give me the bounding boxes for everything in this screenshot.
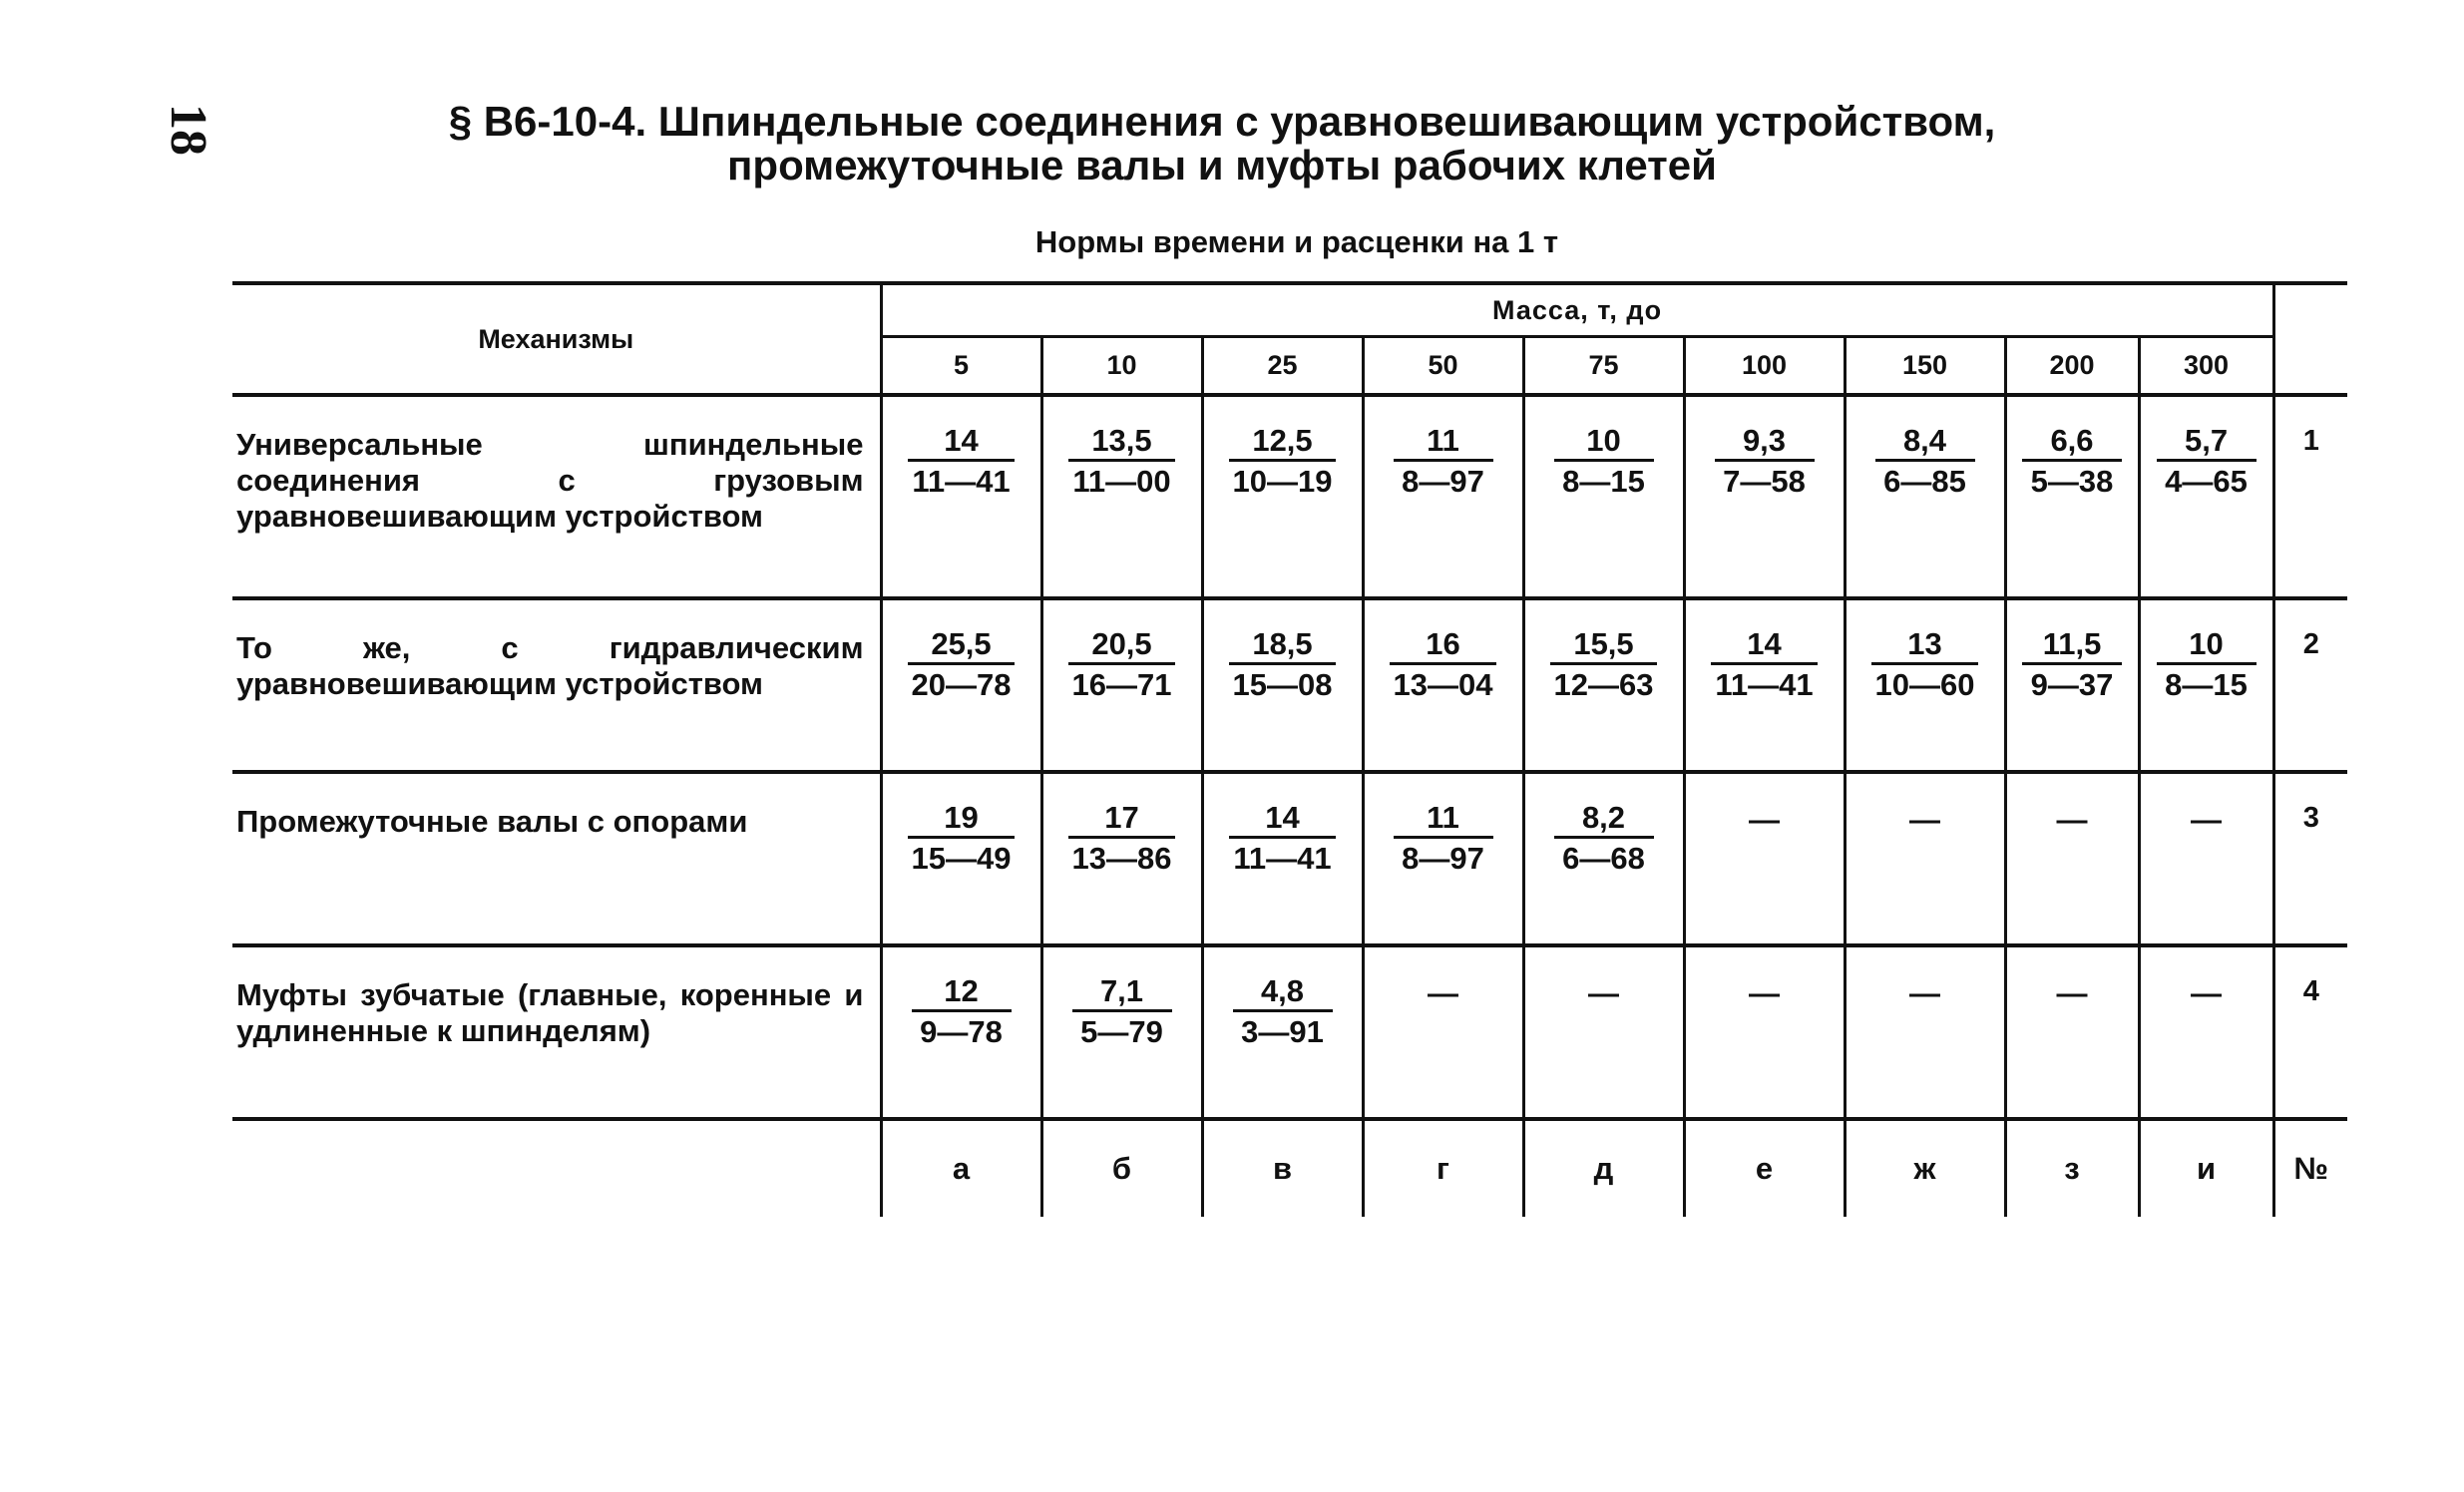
- empty-cell: [2005, 772, 2139, 945]
- empty-cell: [1684, 772, 1845, 945]
- mass-col-5: 5: [881, 337, 1041, 395]
- norms-table: [232, 281, 2347, 1217]
- norm-cell: [881, 598, 1041, 772]
- price-value: 7—58: [1723, 464, 1806, 499]
- norm-cell: [1202, 598, 1363, 772]
- mass-col-50: 50: [1363, 337, 1523, 395]
- mechanism-header: Механизмы: [232, 283, 881, 395]
- letters-blank: [232, 1119, 881, 1217]
- column-letter-a: а: [881, 1119, 1041, 1217]
- price-value: 9—78: [920, 1014, 1003, 1049]
- empty-cell: [1363, 945, 1523, 1119]
- dash-mark: —: [1749, 975, 1780, 1010]
- mass-col-200: 200: [2005, 337, 2139, 395]
- empty-cell: [2005, 945, 2139, 1119]
- norm-cell: [1523, 772, 1684, 945]
- table-row: [232, 945, 2347, 1119]
- norm-value: 14: [908, 423, 1014, 462]
- price-value: 8—15: [2165, 667, 2248, 702]
- norm-cell: [2005, 598, 2139, 772]
- norm-cell: [2005, 395, 2139, 598]
- section-title: [329, 100, 2115, 187]
- column-letter-i: и: [2139, 1119, 2273, 1217]
- norm-value: 19: [908, 800, 1016, 839]
- norm-value: 12,5: [1229, 423, 1337, 462]
- norm-value: 6,6: [2022, 423, 2122, 462]
- norm-value: 4,8: [1233, 973, 1333, 1012]
- price-value: 8—15: [1562, 464, 1645, 499]
- price-value: 3—91: [1241, 1014, 1324, 1049]
- row-name: Муфты зубчатые (главные, коренные и удлиненные к шпинделям): [232, 945, 881, 1119]
- norm-cell: [1523, 395, 1684, 598]
- norm-cell: [1845, 395, 2005, 598]
- norm-value: 11: [1394, 800, 1493, 839]
- price-value: 4—65: [2165, 464, 2248, 499]
- norm-value: 12: [912, 973, 1012, 1012]
- mass-header: Масса, т, до: [881, 283, 2273, 337]
- norm-cell: [881, 772, 1041, 945]
- price-value: 13—86: [1071, 841, 1172, 876]
- row-number: 4: [2273, 945, 2347, 1119]
- norm-value: 25,5: [908, 626, 1016, 665]
- row-number: 1: [2273, 395, 2347, 598]
- dash-mark: —: [2191, 975, 2223, 1010]
- norm-cell: [1041, 945, 1202, 1119]
- empty-cell: [1845, 945, 2005, 1119]
- norm-cell: [1041, 772, 1202, 945]
- price-value: 16—71: [1071, 667, 1172, 702]
- price-value: 8—97: [1402, 841, 1484, 876]
- norm-value: 14: [1711, 626, 1817, 665]
- column-letter-b: б: [1041, 1119, 1202, 1217]
- norm-value: 8,2: [1554, 800, 1654, 839]
- mass-col-150: 150: [1845, 337, 2005, 395]
- norm-value: 10: [2157, 626, 2257, 665]
- price-value: 9—37: [2030, 667, 2114, 702]
- row-name: Универсальные шпиндельные соединения с грузовым уравновешивающим устройством: [232, 395, 881, 598]
- norm-cell: [2139, 598, 2273, 772]
- dash-mark: —: [2191, 802, 2223, 837]
- column-letter-e: е: [1684, 1119, 1845, 1217]
- price-value: 11—41: [912, 464, 1011, 499]
- norm-value: 13: [1871, 626, 1979, 665]
- column-letter-g: г: [1363, 1119, 1523, 1217]
- table-row: [232, 772, 2347, 945]
- norm-cell: [2139, 395, 2273, 598]
- norm-value: 18,5: [1229, 626, 1337, 665]
- dash-mark: —: [1909, 802, 1940, 837]
- section-title-line-2: промежуточные валы и муфты рабочих клетей: [727, 142, 1717, 188]
- column-letter-zh: ж: [1845, 1119, 2005, 1217]
- norm-value: 13,5: [1068, 423, 1174, 462]
- empty-cell: [2139, 945, 2273, 1119]
- price-value: 15—08: [1232, 667, 1333, 702]
- mass-col-10: 10: [1041, 337, 1202, 395]
- row-number: 2: [2273, 598, 2347, 772]
- norm-value: 20,5: [1068, 626, 1176, 665]
- norm-value: 16: [1390, 626, 1497, 665]
- price-value: 10—60: [1874, 667, 1975, 702]
- norm-cell: [1523, 598, 1684, 772]
- norm-value: 11: [1394, 423, 1493, 462]
- norm-cell: [1363, 772, 1523, 945]
- dash-mark: —: [1428, 975, 1458, 1010]
- table-row: [232, 395, 2347, 598]
- dash-mark: —: [1588, 975, 1619, 1010]
- column-letter-d: д: [1523, 1119, 1684, 1217]
- price-value: 15—49: [911, 841, 1012, 876]
- norm-value: 17: [1068, 800, 1176, 839]
- empty-cell: [1684, 945, 1845, 1119]
- norm-cell: [1363, 598, 1523, 772]
- price-value: 8—97: [1402, 464, 1484, 499]
- number-header: [2273, 283, 2347, 395]
- price-value: 5—79: [1080, 1014, 1163, 1049]
- table-row: [232, 598, 2347, 772]
- dash-mark: —: [1909, 975, 1940, 1010]
- row-number: 3: [2273, 772, 2347, 945]
- norm-cell: [1363, 395, 1523, 598]
- empty-cell: [1523, 945, 1684, 1119]
- table-caption: Нормы времени и расценки на 1 т: [1034, 224, 1559, 259]
- price-value: 6—85: [1883, 464, 1966, 499]
- norm-cell: [1684, 395, 1845, 598]
- mass-col-25: 25: [1202, 337, 1363, 395]
- dash-mark: —: [2056, 802, 2088, 837]
- norm-value: 11,5: [2022, 626, 2122, 665]
- norm-value: 8,4: [1875, 423, 1975, 462]
- row-name: То же, с гидравлическим уравновешивающим устройством: [232, 598, 881, 772]
- norm-cell: [1041, 598, 1202, 772]
- norm-value: 15,5: [1550, 626, 1658, 665]
- norm-cell: [1202, 395, 1363, 598]
- mass-col-300: 300: [2139, 337, 2273, 395]
- norm-cell: [1684, 598, 1845, 772]
- price-value: 6—68: [1562, 841, 1645, 876]
- section-title-line-1: § В6-10-4. Шпиндельные соединения с уравновешивающим устройством,: [448, 98, 1996, 145]
- empty-cell: [2139, 772, 2273, 945]
- norm-value: 9,3: [1715, 423, 1815, 462]
- price-value: 20—78: [911, 667, 1012, 702]
- price-value: 13—04: [1393, 667, 1493, 702]
- column-letter-z: з: [2005, 1119, 2139, 1217]
- price-value: 12—63: [1553, 667, 1654, 702]
- column-letters-row: [232, 1119, 2347, 1217]
- column-letter-v: в: [1202, 1119, 1363, 1217]
- norm-value: 7,1: [1072, 973, 1172, 1012]
- norm-cell: [881, 945, 1041, 1119]
- number-column-label: №: [2273, 1119, 2347, 1217]
- norm-value: 10: [1554, 423, 1654, 462]
- price-value: 11—00: [1072, 464, 1171, 499]
- dash-mark: —: [1749, 802, 1780, 837]
- norm-value: 5,7: [2157, 423, 2257, 462]
- norm-cell: [1202, 772, 1363, 945]
- price-value: 10—19: [1232, 464, 1333, 499]
- norm-cell: [1041, 395, 1202, 598]
- price-value: 11—41: [1715, 667, 1814, 702]
- price-value: 11—41: [1233, 841, 1332, 876]
- norm-cell: [881, 395, 1041, 598]
- dash-mark: —: [2056, 975, 2088, 1010]
- page-number: 18: [160, 104, 216, 156]
- norm-value: 14: [1229, 800, 1335, 839]
- empty-cell: [1845, 772, 2005, 945]
- mass-col-75: 75: [1523, 337, 1684, 395]
- price-value: 5—38: [2030, 464, 2114, 499]
- norm-cell: [1845, 598, 2005, 772]
- mass-col-100: 100: [1684, 337, 1845, 395]
- row-name: Промежуточные валы с опорами: [232, 772, 881, 945]
- norm-cell: [1202, 945, 1363, 1119]
